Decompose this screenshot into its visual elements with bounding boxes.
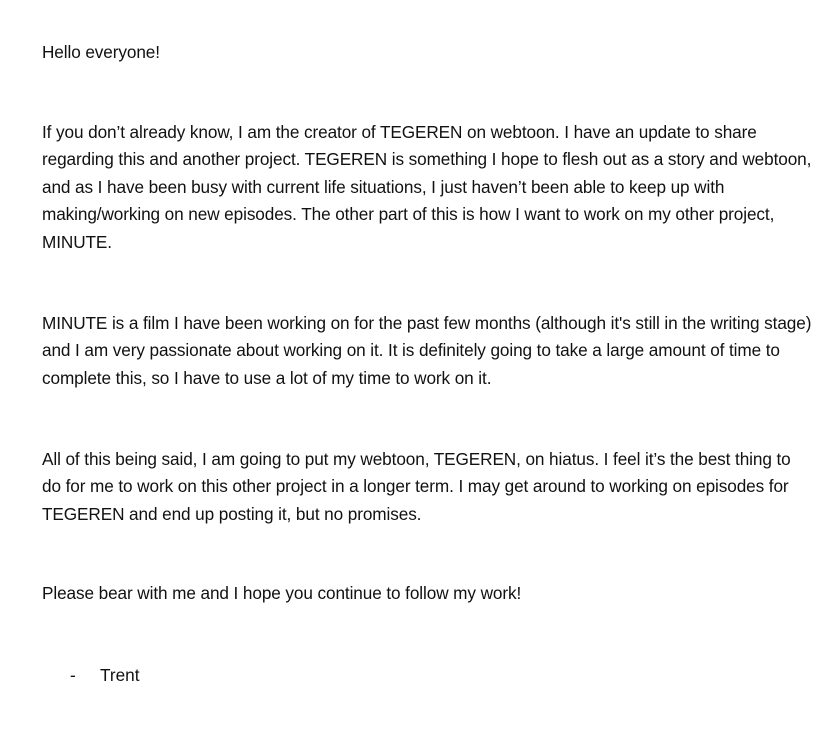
paragraph-closing: Please bear with me and I hope you continue to follow my work! (42, 583, 522, 603)
greeting-text: Hello everyone! (42, 42, 160, 62)
paragraph-minute: MINUTE is a film I have been working on for the past few months (although it's still in the writing stage) and I am very passionate about working on it. It is definitely going to take a large amount of time to complete this, so I have to use a lot of my time to work on it. (42, 313, 812, 388)
signature (70, 662, 139, 689)
paragraph-update: If you don’t already know, I am the creator of TEGEREN on webtoon. I have an update to share regarding this and another project. TEGEREN is something I hope to flesh out as a story and webtoon, and as I have been busy with current life situations, I just haven’t been able to keep up with making/working on new episodes. The other part of this is how I want to work on my other project, MINUTE. (42, 122, 812, 252)
signature-name: Trent (100, 665, 140, 685)
paragraph-hiatus: All of this being said, I am going to put my webtoon, TEGEREN, on hiatus. I feel it’s the best thing to do for me to work on this other project in a longer term. I may get around to working on episodes for TEGEREN and end up posting it, but no promises. (42, 449, 791, 524)
signature-bullet: - (70, 665, 76, 685)
